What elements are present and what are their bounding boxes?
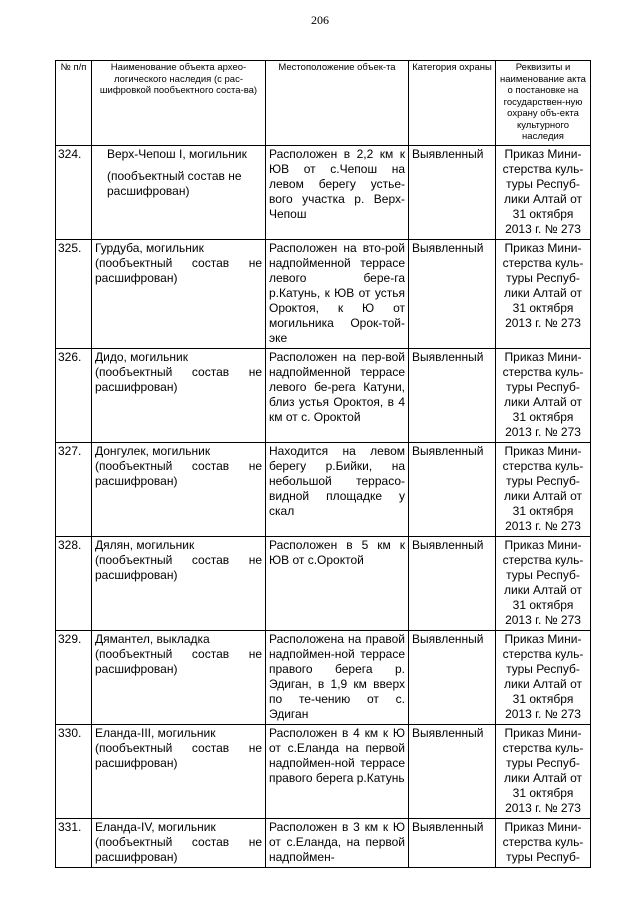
- object-location: Расположен в 3 км к Ю от с.Еланда, на первой надпоймен-: [266, 818, 409, 867]
- protection-category: Выявленный: [409, 239, 496, 348]
- object-name-cell: [92, 239, 266, 348]
- protection-category: Выявленный: [409, 348, 496, 442]
- registration-act: Приказ Мини-стерства куль-туры Респуб-лики Алтай от 31 октября 2013 г. № 273: [496, 348, 591, 442]
- header-num: № п/п: [56, 61, 92, 146]
- object-name-cell: [92, 818, 266, 867]
- registration-act: Приказ Мини-стерства куль-туры Респуб-лики Алтай от 31 октября 2013 г. № 273: [496, 536, 591, 630]
- object-composition: (пообъектный состав не расшифрован): [95, 646, 262, 676]
- registration-act: Приказ Мини-стерства куль-туры Респуб-: [496, 818, 591, 867]
- object-name: Дямантел, выкладка: [95, 631, 210, 646]
- protection-category: Выявленный: [409, 724, 496, 818]
- page-number: 206: [311, 13, 329, 27]
- header-name: Наименование объекта архео-логического наследия (с рас-шифровкой пообъектного соста-ва): [92, 61, 266, 146]
- object-composition: (пообъектный состав не расшифрован): [95, 255, 262, 285]
- object-name: Верх-Чепош I, могильник: [107, 146, 247, 161]
- object-name: Дидо, могильник: [95, 349, 189, 364]
- object-composition: (пообъектный состав не расшифрован): [95, 364, 262, 394]
- object-name-cell: [92, 724, 266, 818]
- protection-category: Выявленный: [409, 630, 496, 724]
- table-row: [56, 239, 591, 348]
- table-row: [56, 818, 591, 867]
- row-number: 324.: [56, 145, 92, 239]
- row-number: 329.: [56, 630, 92, 724]
- object-name: Еланда-IV, могильник: [95, 819, 216, 834]
- object-name-cell: [92, 145, 266, 239]
- protection-category: Выявленный: [409, 145, 496, 239]
- object-name-cell: [92, 536, 266, 630]
- object-location: Расположен в 5 км к ЮВ от с.Ороктой: [266, 536, 409, 630]
- object-composition: (пообъектный состав не расшифрован): [95, 834, 262, 864]
- row-number: 328.: [56, 536, 92, 630]
- table-row: [56, 724, 591, 818]
- object-name: Донгулек, могильник: [95, 443, 211, 458]
- object-location: Расположен в 2,2 км к ЮВ от с.Чепош на левом берегу устье-вого участка р. Верх-Чепош: [266, 145, 409, 239]
- object-location: Расположен на вто-рой надпойменной террасе левого бере-га р.Катунь, к ЮВ от устья Ороктоя, к Ю от могильника Орок-той-эке: [266, 239, 409, 348]
- object-location: Расположен в 4 км к Ю от с.Еланда на первой надпоймен-ной террасе правого берега р.Катунь: [266, 724, 409, 818]
- table-row: [56, 630, 591, 724]
- object-name-cell: [92, 442, 266, 536]
- header-category: Категория охраны: [409, 61, 496, 146]
- row-number: 327.: [56, 442, 92, 536]
- registration-act: Приказ Мини-стерства куль-туры Респуб-лики Алтай от 31 октября 2013 г. № 273: [496, 145, 591, 239]
- table-header-row: [56, 61, 591, 146]
- object-name: Гурдуба, могильник: [95, 240, 204, 255]
- object-composition: (пообъектный состав не расшифрован): [95, 552, 262, 582]
- header-document: Реквизиты и наименование акта о постановке на государствен-ную охрану объ-екта культурного наследия: [496, 61, 591, 146]
- object-location: Расположен на пер-вой надпойменной террасе левого бе-рега Катуни, близ устья Ороктоя, в 4 км от с. Ороктой: [266, 348, 409, 442]
- table-row: [56, 145, 591, 239]
- object-location: Находится на левом берегу р.Бийки, на небольшой террасо-видной площадке у скал: [266, 442, 409, 536]
- object-location: Расположена на правой надпоймен-ной террасе правого берега р. Эдиган, в 1,9 км вверх по те-чению от с. Эдиган: [266, 630, 409, 724]
- header-location: Местоположение объек-та: [266, 61, 409, 146]
- object-name: Дялян, могильник: [95, 537, 195, 552]
- row-number: 326.: [56, 348, 92, 442]
- row-number: 325.: [56, 239, 92, 348]
- object-composition: (пообъектный состав не расшифрован): [107, 168, 242, 198]
- protection-category: Выявленный: [409, 536, 496, 630]
- object-composition: (пообъектный состав не расшифрован): [95, 458, 262, 488]
- row-number: 331.: [56, 818, 92, 867]
- object-composition: (пообъектный состав не расшифрован): [95, 740, 262, 770]
- registration-act: Приказ Мини-стерства куль-туры Респуб-лики Алтай от 31 октября 2013 г. № 273: [496, 724, 591, 818]
- protection-category: Выявленный: [409, 818, 496, 867]
- heritage-registry-table: [55, 60, 591, 868]
- registration-act: Приказ Мини-стерства куль-туры Респуб-лики Алтай от 31 октября 2013 г. № 273: [496, 630, 591, 724]
- registration-act: Приказ Мини-стерства куль-туры Респуб-лики Алтай от 31 октября 2013 г. № 273: [496, 442, 591, 536]
- protection-category: Выявленный: [409, 442, 496, 536]
- object-name-cell: [92, 630, 266, 724]
- table-row: [56, 348, 591, 442]
- registration-act: Приказ Мини-стерства куль-туры Респуб-лики Алтай от 31 октября 2013 г. № 273: [496, 239, 591, 348]
- object-name-cell: [92, 348, 266, 442]
- table-row: [56, 536, 591, 630]
- row-number: 330.: [56, 724, 92, 818]
- object-name: Еланда-III, могильник: [95, 725, 216, 740]
- table-row: [56, 442, 591, 536]
